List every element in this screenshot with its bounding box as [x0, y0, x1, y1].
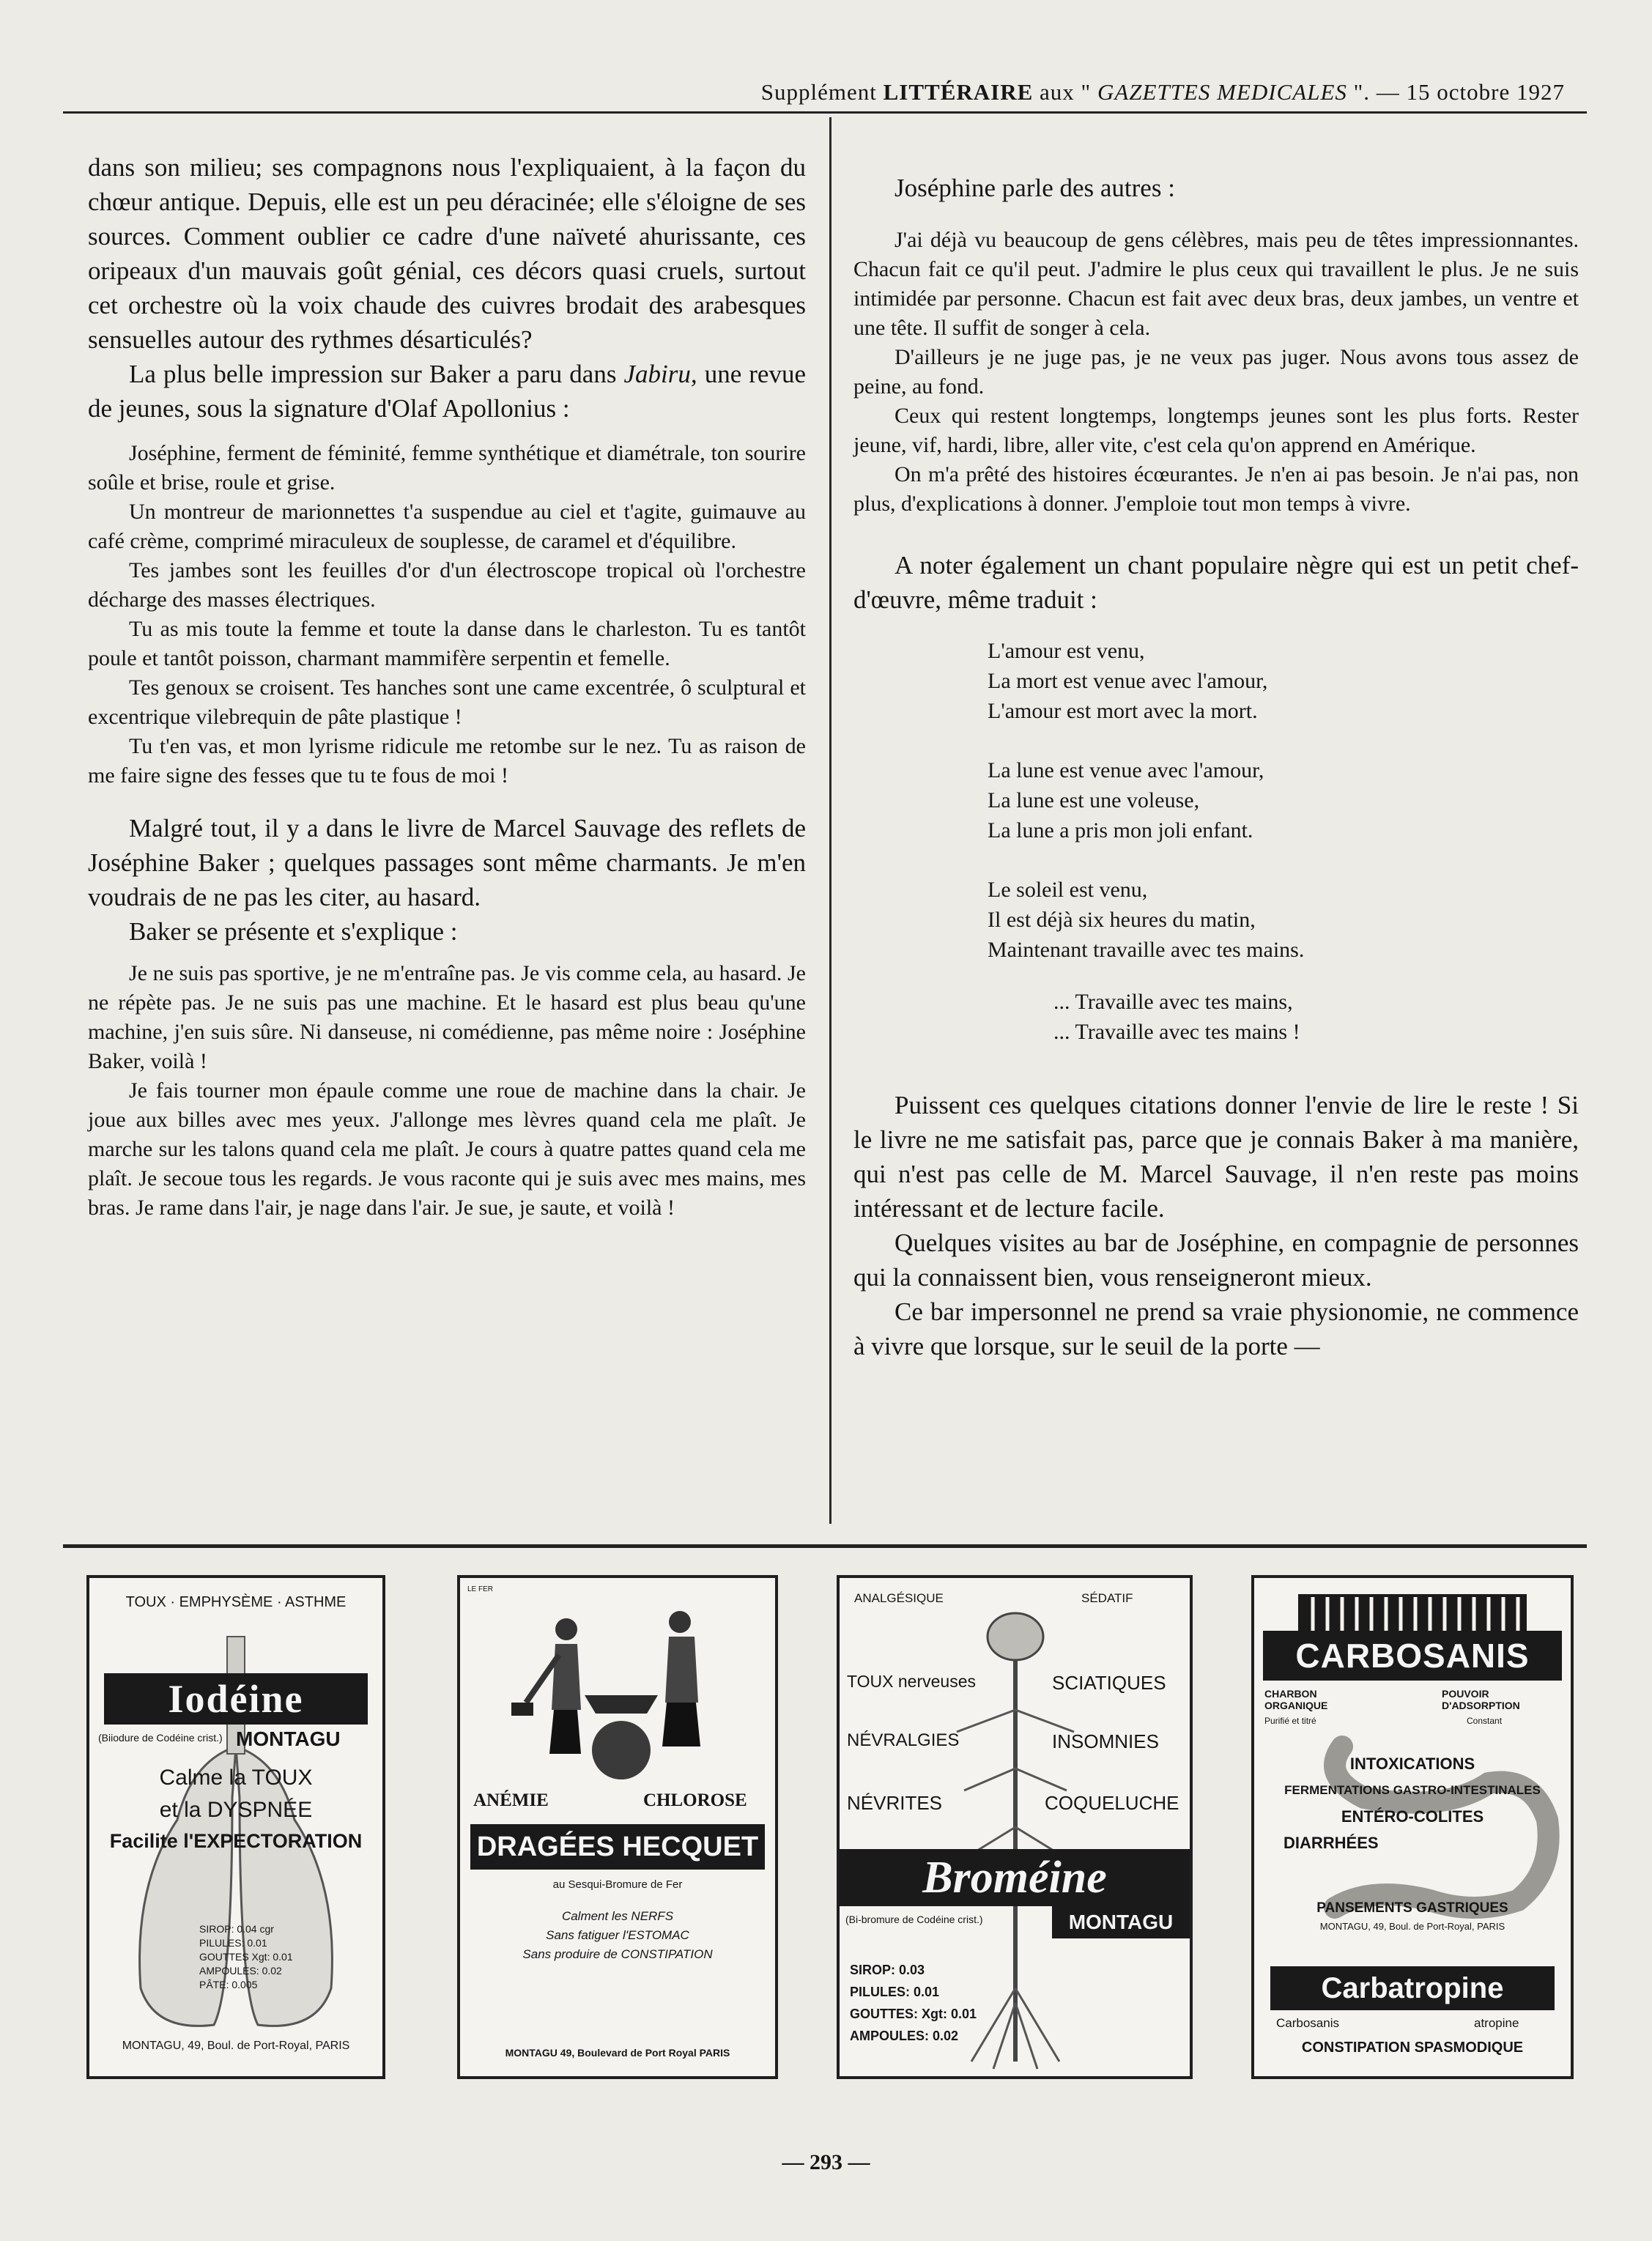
poem-line: La lune a pris mon joli enfant. — [988, 818, 1253, 842]
dosage: GOUTTES Xgt: 0.01 — [199, 1951, 293, 1963]
quote-paragraph: Un montreur de marionnettes t'a suspendue au ciel et t'agite, guimauve au café crème, comprimé miraculeux de souplesse, de caramel et d'équilibre. — [88, 500, 806, 553]
quote-paragraph: On m'a prêté des histoires écœurantes. Je n'en ai pas besoin. Je n'ai pas, non plus, d'explications à donner. J'emploie tout mon temps à vivre. — [853, 462, 1579, 516]
paragraph: Baker se présente et s'explique : — [129, 917, 458, 946]
ad-label: POUVOIR D'ADSORPTION — [1442, 1688, 1520, 1711]
indication: TOUX nerveuses — [847, 1672, 976, 1691]
poem-line: Le soleil est venu, — [988, 878, 1148, 902]
ad-top-left: ANALGÉSIQUE — [854, 1591, 944, 1605]
brand-name: Iodéine — [168, 1677, 304, 1721]
review-title: Jabiru, — [623, 360, 697, 388]
paragraph: dans son milieu; ses compagnons nous l'expliquaient, à la façon du chœur antique. Depuis, elle est un peu déracinée; elle s'éloigne de ses sources. Comment oublier ce cadre d'une naïveté ahurissante, ces oripeaux d'un mauvais goût génial, ces décors quasi cruels, surtout cet orchestre où la voix chaude des cuivres brodait des arabesques sensuelles autour des rythmes désarticulés? — [88, 153, 806, 354]
indication-list — [1262, 1751, 1563, 1856]
ad-line: et la DYSPNÉE — [159, 1798, 313, 1822]
hecquet-advertisement — [457, 1575, 778, 2079]
brand-band — [470, 1824, 765, 1870]
dosage: GOUTTES: Xgt: 0.01 — [850, 2007, 977, 2021]
paragraph: Puissent ces quelques citations donner l'envie de lire le reste ! Si le livre ne me satisfait pas, parce que je connais Baker à ma manière, qui n'est pas celle de M. Marcel Sauvage, il n'en reste pas moins intéressant et de lecture facile. — [853, 1091, 1579, 1223]
quote-paragraph: Je ne suis pas sportive, je ne m'entraîne pas. Je vis comme cela, au hasard. Je ne répète pas. Je ne suis pas une machine. Et le hasard est plus beau qu'une machine, j'en suis sûre. Ni danseuse, ni comédienne, pas même noire : Joséphine Baker, voilà ! — [88, 961, 806, 1073]
ad-address: MONTAGU, 49, Boul. de Port-Royal, PARIS — [122, 2040, 350, 2052]
carbosanis-advertisement — [1251, 1575, 1574, 2079]
ad-word-left: ANÉMIE — [473, 1790, 549, 1810]
ad-address: MONTAGU 49, Boulevard de Port Royal PARIS — [505, 2047, 730, 2059]
ad-top-line: TOUX · EMPHYSÈME · ASTHME — [125, 1594, 347, 1610]
quote-paragraph: Je fais tourner mon épaule comme une roue de machine dans la chair. Je joue aux billes avec mes yeux. J'allonge mes lèvres quand cela me plaît. Je marche sur les talons quand cela me plaît. Je cours à quatre pattes quand cela me plaît. Je secoue tous les regards. Je vous raconte qui je suis avec mes mains, mes bras. Je rame dans l'air, je nage dans l'air. Je sue, je saute, et voilà ! — [88, 1078, 806, 1220]
poem-line: La lune est une voleuse, — [988, 788, 1200, 812]
paragraph: Malgré tout, il y a dans le livre de Marcel Sauvage des reflets de Joséphine Baker ; quelques passages sont même charmants. Je m'en voudrais de ne pas les citer, au hasard. — [88, 814, 806, 911]
ad-label: Carbosanis — [1276, 2016, 1339, 2030]
brand-sub: (Bi-bromure de Codéine crist.) — [845, 1914, 983, 1925]
iodeine-advertisement — [86, 1575, 385, 2079]
maker-name: MONTAGU — [236, 1727, 341, 1750]
brand-band — [840, 1849, 1190, 1906]
indication: SCIATIQUES — [1052, 1672, 1166, 1694]
indication: DIARRHÉES — [1284, 1834, 1379, 1852]
ad-label: CHARBON ORGANIQUE — [1264, 1688, 1328, 1711]
indication: INSOMNIES — [1052, 1730, 1159, 1752]
indication: NÉVRITES — [847, 1792, 943, 1814]
ad-word-right: CHLOROSE — [643, 1790, 747, 1810]
ad-line: Calment les NERFS — [561, 1909, 674, 1923]
dosage: SIROP: 0.04 cgr — [199, 1923, 274, 1935]
blacksmiths-illustration — [460, 1593, 775, 1783]
dosage: AMPOULES: 0.02 — [199, 1965, 282, 1977]
text-run: La plus belle impression sur Baker a paru dans — [129, 360, 617, 388]
stripes-decoration — [1254, 1587, 1571, 1631]
paragraph: Joséphine parle des autres : — [894, 174, 1175, 202]
dosage: PILULES: 0.01 — [199, 1937, 267, 1949]
brand-band — [104, 1673, 368, 1725]
dosage: PILULES: 0.01 — [850, 1985, 940, 1999]
dosage: PÂTE: 0.005 — [199, 1979, 258, 1990]
quote-paragraph: J'ai déjà vu beaucoup de gens célèbres, mais peu de têtes impressionnantes. Chacun fait ce qu'il peut. J'admire le plus ceux qui travaillent le plus. Je ne suis intimidée par personne. Chacun est fait avec deux bras, deux jambes, un ventre et une tête. Il suffit de songer à cela. — [853, 228, 1579, 340]
dosage-list — [850, 1959, 977, 2047]
brand-band — [1263, 1631, 1562, 1681]
text-run: une revue de jeunes, sous la signature d'Olaf Apollonius : — [88, 360, 807, 423]
brand-name: DRAGÉES HECQUET — [476, 1831, 759, 1862]
indication: COQUELUCHE — [1045, 1792, 1179, 1814]
page-number: — 293 — — [782, 2150, 870, 2174]
quote-paragraph: Joséphine, ferment de féminité, femme synthétique et diamétrale, ton sourire soûle et brise, roule et grise. — [88, 441, 806, 494]
ad-line: Facilite l'EXPECTORATION — [109, 1830, 363, 1852]
column-rule — [829, 117, 831, 1524]
quote-paragraph: D'ailleurs je ne juge pas, je ne veux pas juger. Nous avons tous assez de peine, au fond. — [853, 345, 1579, 399]
header-prefix: Supplément — [760, 79, 877, 105]
ad-top-right: SÉDATIF — [1081, 1591, 1133, 1605]
header-journal: GAZETTES MEDICALES — [1097, 79, 1347, 105]
dosage: SIROP: 0.03 — [850, 1963, 925, 1977]
paragraph: Ce bar impersonnel ne prend sa vraie physionomie, ne commence à vivre que lorsque, sur le seuil de la porte — — [853, 1297, 1579, 1360]
ad-line: Calme la TOUX — [159, 1766, 313, 1790]
indication: INTOXICATIONS — [1349, 1755, 1475, 1773]
indication: NÉVRALGIES — [847, 1730, 960, 1750]
poem-line: L'amour est mort avec la mort. — [988, 699, 1258, 723]
poem-line: La mort est venue avec l'amour, — [988, 669, 1268, 693]
brand-sub: au Sesqui-Bromure de Fer — [552, 1878, 683, 1891]
ad-footer: CONSTIPATION SPASMODIQUE — [1301, 2040, 1524, 2056]
brand-name: Broméine — [922, 1853, 1107, 1903]
ad-label: Constant — [1467, 1716, 1503, 1726]
quote-paragraph: Ceux qui restent longtemps, longtemps jeunes sont les plus forts. Rester jeune, vif, hardi, libre, aller vite, c'est cela qu'on apprend en Amérique. — [853, 404, 1579, 457]
header-line — [761, 79, 1565, 105]
header-date: ". — 15 octobre 1927 — [1353, 79, 1565, 105]
quote-paragraph: Tes genoux se croisent. Tes hanches sont une came excentrée, ô sculptural et excentrique vilebrequin de pâte plastique ! — [88, 675, 806, 729]
poem-line: ... Travaille avec tes mains, — [1053, 990, 1293, 1014]
maker-band — [1052, 1906, 1190, 1938]
quote-paragraph: Tes jambes sont les feuilles d'or d'un électroscope tropical où l'orchestre décharge des masses électriques. — [88, 558, 806, 612]
ad-line: PANSEMENTS GASTRIQUES — [1316, 1900, 1508, 1916]
ad-label: atropine — [1474, 2016, 1519, 2030]
paragraph: A noter également un chant populaire nègre qui est un petit chef-d'œuvre, même traduit : — [853, 551, 1579, 614]
poem-line: ... Travaille avec tes mains ! — [1053, 1020, 1300, 1044]
poem-line: Il est déjà six heures du matin, — [988, 908, 1256, 932]
right-column — [853, 150, 1579, 1363]
poem — [988, 636, 1579, 1047]
lungs-illustration — [89, 1578, 382, 2076]
header-bold: LITTÉRAIRE — [883, 79, 1034, 105]
left-column — [88, 150, 806, 1223]
indication: FERMENTATIONS GASTRO-INTESTINALES — [1284, 1783, 1541, 1797]
brand-band-2 — [1270, 1966, 1555, 2010]
brand-name-2: Carbatropine — [1321, 1972, 1504, 2004]
maker-name: MONTAGU — [1068, 1911, 1174, 1933]
brand-name: CARBOSANIS — [1295, 1637, 1530, 1675]
ad-line: Sans fatiguer l'ESTOMAC — [546, 1928, 689, 1942]
indication: ENTÉRO-COLITES — [1341, 1807, 1484, 1826]
dosage-list — [199, 1922, 293, 1992]
poem-line: Maintenant travaille avec tes mains. — [988, 938, 1305, 962]
poem-line: La lune est venue avec l'amour, — [988, 758, 1264, 782]
paragraph: Quelques visites au bar de Joséphine, en compagnie de personnes qui la connaissent bien, vous renseigneront mieux. — [853, 1229, 1579, 1292]
poem-line: L'amour est venu, — [988, 639, 1145, 663]
header-rule — [63, 111, 1587, 114]
bromeine-advertisement — [837, 1575, 1193, 2079]
quote-paragraph: Tu t'en vas, et mon lyrisme ridicule me retombe sur le nez. Tu as raison de me faire signe des fesses que tu te fous de moi ! — [88, 734, 806, 788]
dosage: AMPOULES: 0.02 — [850, 2029, 959, 2043]
ad-label: Purifié et titré — [1264, 1716, 1316, 1726]
ad-corner-text: LE FER — [467, 1585, 494, 1593]
quote-paragraph: Tu as mis toute la femme et toute la danse dans le charleston. Tu es tantôt poule et tantôt poisson, charmant mammifère serpentin et femelle. — [88, 617, 806, 670]
ad-line: Sans produire de CONSTIPATION — [522, 1947, 713, 1961]
page-header — [63, 79, 1587, 105]
brand-sub: (Biiodure de Codéine crist.) — [98, 1732, 223, 1744]
paragraph — [88, 357, 806, 426]
header-mid: aux " — [1040, 79, 1092, 105]
advertisement-rule — [63, 1544, 1587, 1548]
ad-address: MONTAGU, 49, Boul. de Port-Royal, PARIS — [1319, 1921, 1505, 1932]
